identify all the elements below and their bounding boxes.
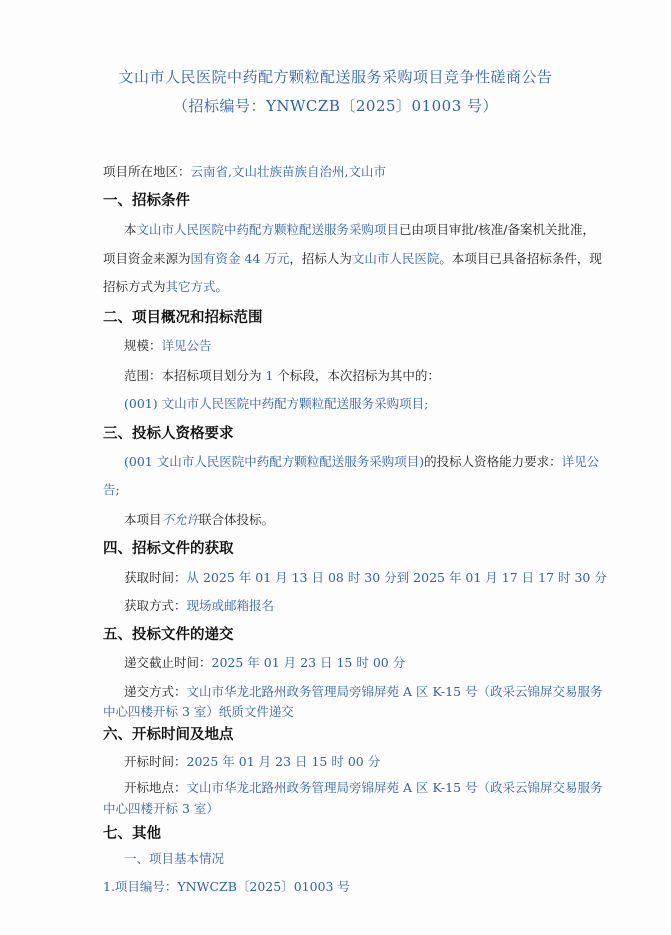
method-label: 获取方式： [124, 598, 187, 613]
section-heading-1: 一、招标条件 [103, 193, 190, 209]
s5-deadline [124, 653, 405, 671]
s1-text: 招标方式为 [103, 279, 166, 294]
deadline-value: 2025 年 01 月 23 日 15 时 00 分 [211, 655, 406, 670]
s1-text: ，招标人为 [289, 251, 352, 266]
s3-consortium [124, 510, 274, 528]
req-text: 的投标人资格能力要求： [424, 454, 562, 469]
s7-item-1: 1.项目编号：YNWCZB〔2025〕01003 号 [103, 879, 350, 894]
s4-time [124, 568, 607, 586]
tender-number: （招标编号：YNWCZB〔2025〕01003 号） [172, 97, 499, 115]
s1-text: 。本项目已具备招标条件，现 [439, 251, 602, 266]
s1-line-1 [124, 220, 595, 238]
fund-source: 国有资金 44 万元 [190, 251, 290, 266]
s3-requirement-cont: 告; [103, 482, 120, 497]
range-text: 个标段，本次招标为其中的： [277, 368, 440, 383]
consortium-value: 不允许 [161, 512, 200, 527]
location-label: 项目所在地区： [103, 164, 191, 179]
consortium-text: 联合体投标。 [199, 512, 275, 527]
time-label: 获取时间： [124, 570, 187, 585]
section-heading-2: 二、项目概况和招标范围 [103, 310, 263, 326]
section-heading-5: 五、投标文件的递交 [103, 627, 234, 643]
s1-text: 。 [215, 279, 229, 294]
time-value: 从 2025 年 01 月 13 日 08 时 30 分到 2025 年 01 月 17 日 17 时 30 分 [186, 570, 607, 585]
s5-method-cont: 中心四楼开标 3 室）纸质文件递交 [103, 704, 294, 719]
scale-value: 详见公告 [161, 338, 212, 353]
project-location [103, 162, 386, 180]
lot-count: 1 [261, 368, 278, 383]
deadline-label: 递交截止时间： [124, 655, 212, 670]
page-title: 文山市人民医院中药配方颗粒配送服务采购项目竞争性磋商公告 [118, 68, 553, 86]
s2-scale [124, 336, 212, 354]
req-value: 详见公 [561, 454, 600, 469]
s6-time [124, 752, 380, 770]
lot-item: (001) 文山市人民医院中药配方颗粒配送服务采购项目; [124, 396, 429, 411]
opening-time-label: 开标时间： [124, 754, 187, 769]
section-heading-7: 七、其他 [103, 826, 161, 842]
opening-place-label: 开标地点： [124, 780, 187, 795]
range-text: 范围：本招标项目划分为 [124, 368, 262, 383]
s1-line-2 [103, 249, 602, 267]
s7-subheading: 一、项目基本情况 [124, 851, 225, 866]
s6-place [124, 778, 603, 796]
s1-text: 本 [124, 222, 137, 237]
s2-range [124, 366, 440, 384]
s3-requirement [124, 452, 599, 470]
project-name: 文山市人民医院中药配方颗粒配送服务采购项目 [136, 222, 400, 237]
section-heading-4: 四、招标文件的获取 [103, 541, 234, 557]
lot-reference: (001 文山市人民医院中药配方颗粒配送服务采购项目) [124, 454, 425, 469]
submit-method-value: 文山市华龙北路州政务管理局旁锦屏苑 A 区 K-15 号（政采云锦屏交易服务 [186, 684, 603, 699]
s1-text: 已由项目审批/核准/备案机关批准， [399, 222, 595, 237]
submit-method-label: 递交方式： [124, 684, 187, 699]
method-value: 现场或邮箱报名 [186, 598, 275, 613]
section-heading-6: 六、开标时间及地点 [103, 727, 234, 743]
tenderer-name: 文山市人民医院 [351, 251, 440, 266]
opening-place-value: 文山市华龙北路州政务管理局旁锦屏苑 A 区 K-15 号（政采云锦屏交易服务 [186, 780, 603, 795]
s6-place-cont: 中心四楼开标 3 室） [103, 801, 219, 816]
s4-method [124, 596, 274, 614]
opening-time-value: 2025 年 01 月 23 日 15 时 00 分 [186, 754, 381, 769]
s1-text: 项目资金来源为 [103, 251, 191, 266]
s1-line-3 [103, 277, 228, 295]
section-heading-3: 三、投标人资格要求 [103, 426, 234, 442]
consortium-text: 本项目 [124, 512, 162, 527]
scale-label: 规模： [124, 338, 162, 353]
location-value: 云南省,文山壮族苗族自治州,文山市 [190, 164, 386, 179]
tender-method: 其它方式 [165, 279, 216, 294]
s5-method [124, 682, 603, 700]
